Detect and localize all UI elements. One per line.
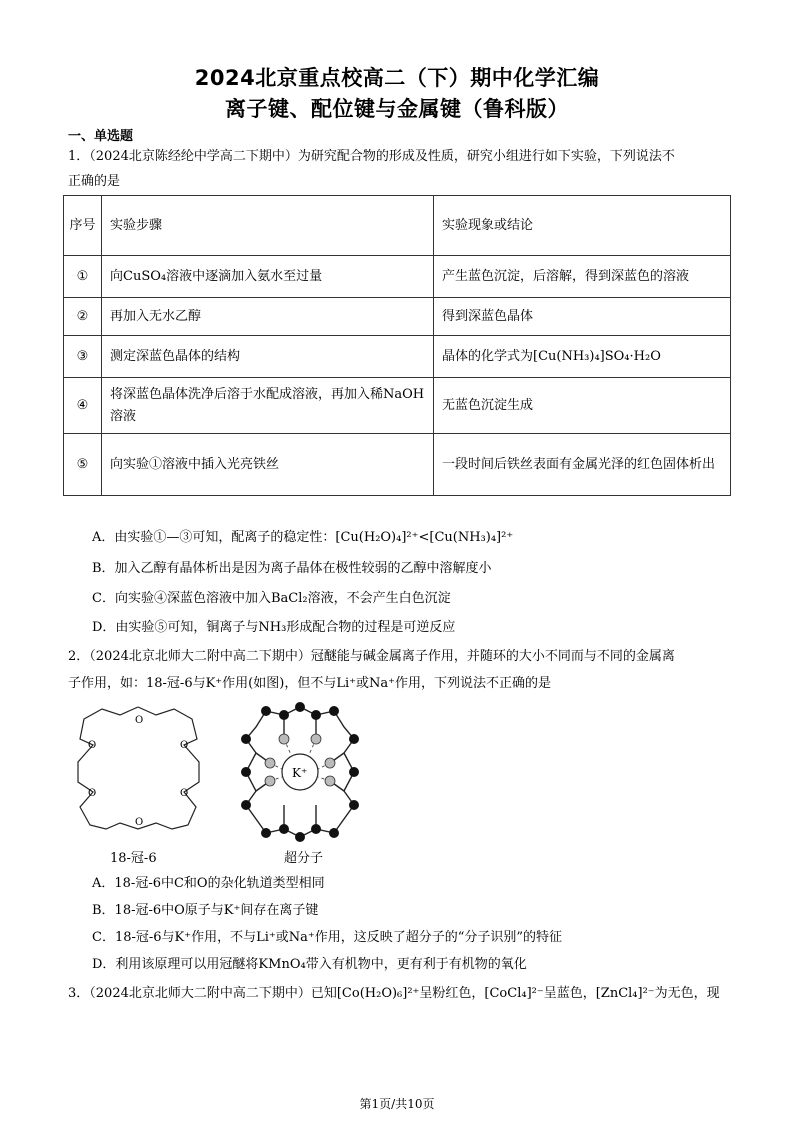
header-result: 实验现象或结论: [434, 196, 731, 256]
table-row: [64, 336, 731, 378]
q2-option-c: C．18-冠-6与K⁺作用，不与Li⁺或Na⁺作用，这反映了超分子的“分子识别”的特征: [92, 930, 563, 945]
page-footer: 第1页/共10页: [359, 1097, 435, 1111]
table-row: [64, 378, 731, 434]
oxygen-atom-label: O: [135, 817, 144, 828]
row-num: ④: [64, 378, 102, 434]
potassium-ion-label: K⁺: [292, 766, 308, 780]
q1-stem-line1: 1．（2024北京陈经纶中学高二下期中）为研究配合物的形成及性质，研究小组进行如下实验，下列说法不: [68, 149, 675, 164]
row-result: 无蓝色沉淀生成: [434, 378, 731, 434]
supramolecule-caption: 超分子: [284, 851, 324, 866]
q1-stem-line2: 正确的是: [68, 174, 121, 189]
q1-option-a: A．由实验①—③可知，配离子的稳定性：[Cu(H₂O)₄]²⁺<[Cu(NH₃)₄]²⁺: [92, 530, 514, 545]
row-num: ⑤: [64, 434, 102, 496]
oxygen-atom-label: O: [180, 788, 189, 799]
header-num: 序号: [64, 196, 102, 256]
row-result: 晶体的化学式为[Cu(NH₃)₄]SO₄·H₂O: [434, 336, 731, 378]
row-num: ②: [64, 298, 102, 336]
row-step: 向CuSO₄溶液中逐滴加入氨水至过量: [102, 256, 434, 298]
q2-option-a: A．18-冠-6中C和O的杂化轨道类型相同: [92, 876, 325, 891]
table-row: [64, 256, 731, 298]
row-step: 将深蓝色晶体洗净后溶于水配成溶液，再加入稀NaOH溶液: [102, 378, 434, 434]
oxygen-atom-label: O: [88, 788, 97, 799]
experiment-table: [63, 195, 731, 496]
row-num: ③: [64, 336, 102, 378]
q2-option-b: B．18-冠-6中O原子与K⁺间存在离子键: [92, 903, 319, 918]
row-step: 向实验①溶液中插入光亮铁丝: [102, 434, 434, 496]
document-title-line2: 离子键、配位键与金属键（鲁科版）: [225, 97, 569, 121]
table-header-row: [64, 196, 731, 256]
q1-option-b: B．加入乙醇有晶体析出是因为离子晶体在极性较弱的乙醇中溶解度小: [92, 561, 492, 576]
row-result: 一段时间后铁丝表面有金属光泽的红色固体析出: [434, 434, 731, 496]
header-step: 实验步骤: [102, 196, 434, 256]
table-row: [64, 434, 731, 496]
row-num: ①: [64, 256, 102, 298]
q2-stem-line1: 2．（2024北京北师大二附中高二下期中）冠醚能与碱金属离子作用，并随环的大小不同而与不同的金属离: [68, 649, 675, 664]
row-result: 得到深蓝色晶体: [434, 298, 731, 336]
row-result: 产生蓝色沉淀，后溶解，得到深蓝色的溶液: [434, 256, 731, 298]
table-row: [64, 298, 731, 336]
document-title-line1: 2024北京重点校高二（下）期中化学汇编: [194, 66, 600, 90]
q2-stem-line2: 子作用，如：18-冠-6与K⁺作用(如图)，但不与Li⁺或Na⁺作用，下列说法不正确的是: [68, 676, 551, 691]
section-heading: 一、单选题: [68, 129, 134, 144]
oxygen-atom-label: O: [135, 715, 144, 726]
oxygen-atom-label: O: [180, 740, 189, 751]
q2-option-d: D．利用该原理可以用冠醚将KMnO₄带入有机物中，更有利于有机物的氧化: [92, 957, 527, 972]
oxygen-atom-label: O: [88, 740, 97, 751]
q1-option-d: D．由实验⑤可知，铜离子与NH₃形成配合物的过程是可逆反应: [92, 620, 456, 635]
q1-option-c: C．向实验④深蓝色溶液中加入BaCl₂溶液，不会产生白色沉淀: [92, 591, 451, 606]
row-step: 测定深蓝色晶体的结构: [102, 336, 434, 378]
crown-ether-caption: 18-冠-6: [110, 851, 157, 866]
q3-stem-line1: 3．（2024北京北师大二附中高二下期中）已知[Co(H₂O)₆]²⁺呈粉红色，[CoCl₄]²⁻呈蓝色，[ZnCl₄]²⁻为无色，现: [68, 986, 720, 1001]
crown-ether-figure: [60, 697, 400, 847]
row-step: 再加入无水乙醇: [102, 298, 434, 336]
